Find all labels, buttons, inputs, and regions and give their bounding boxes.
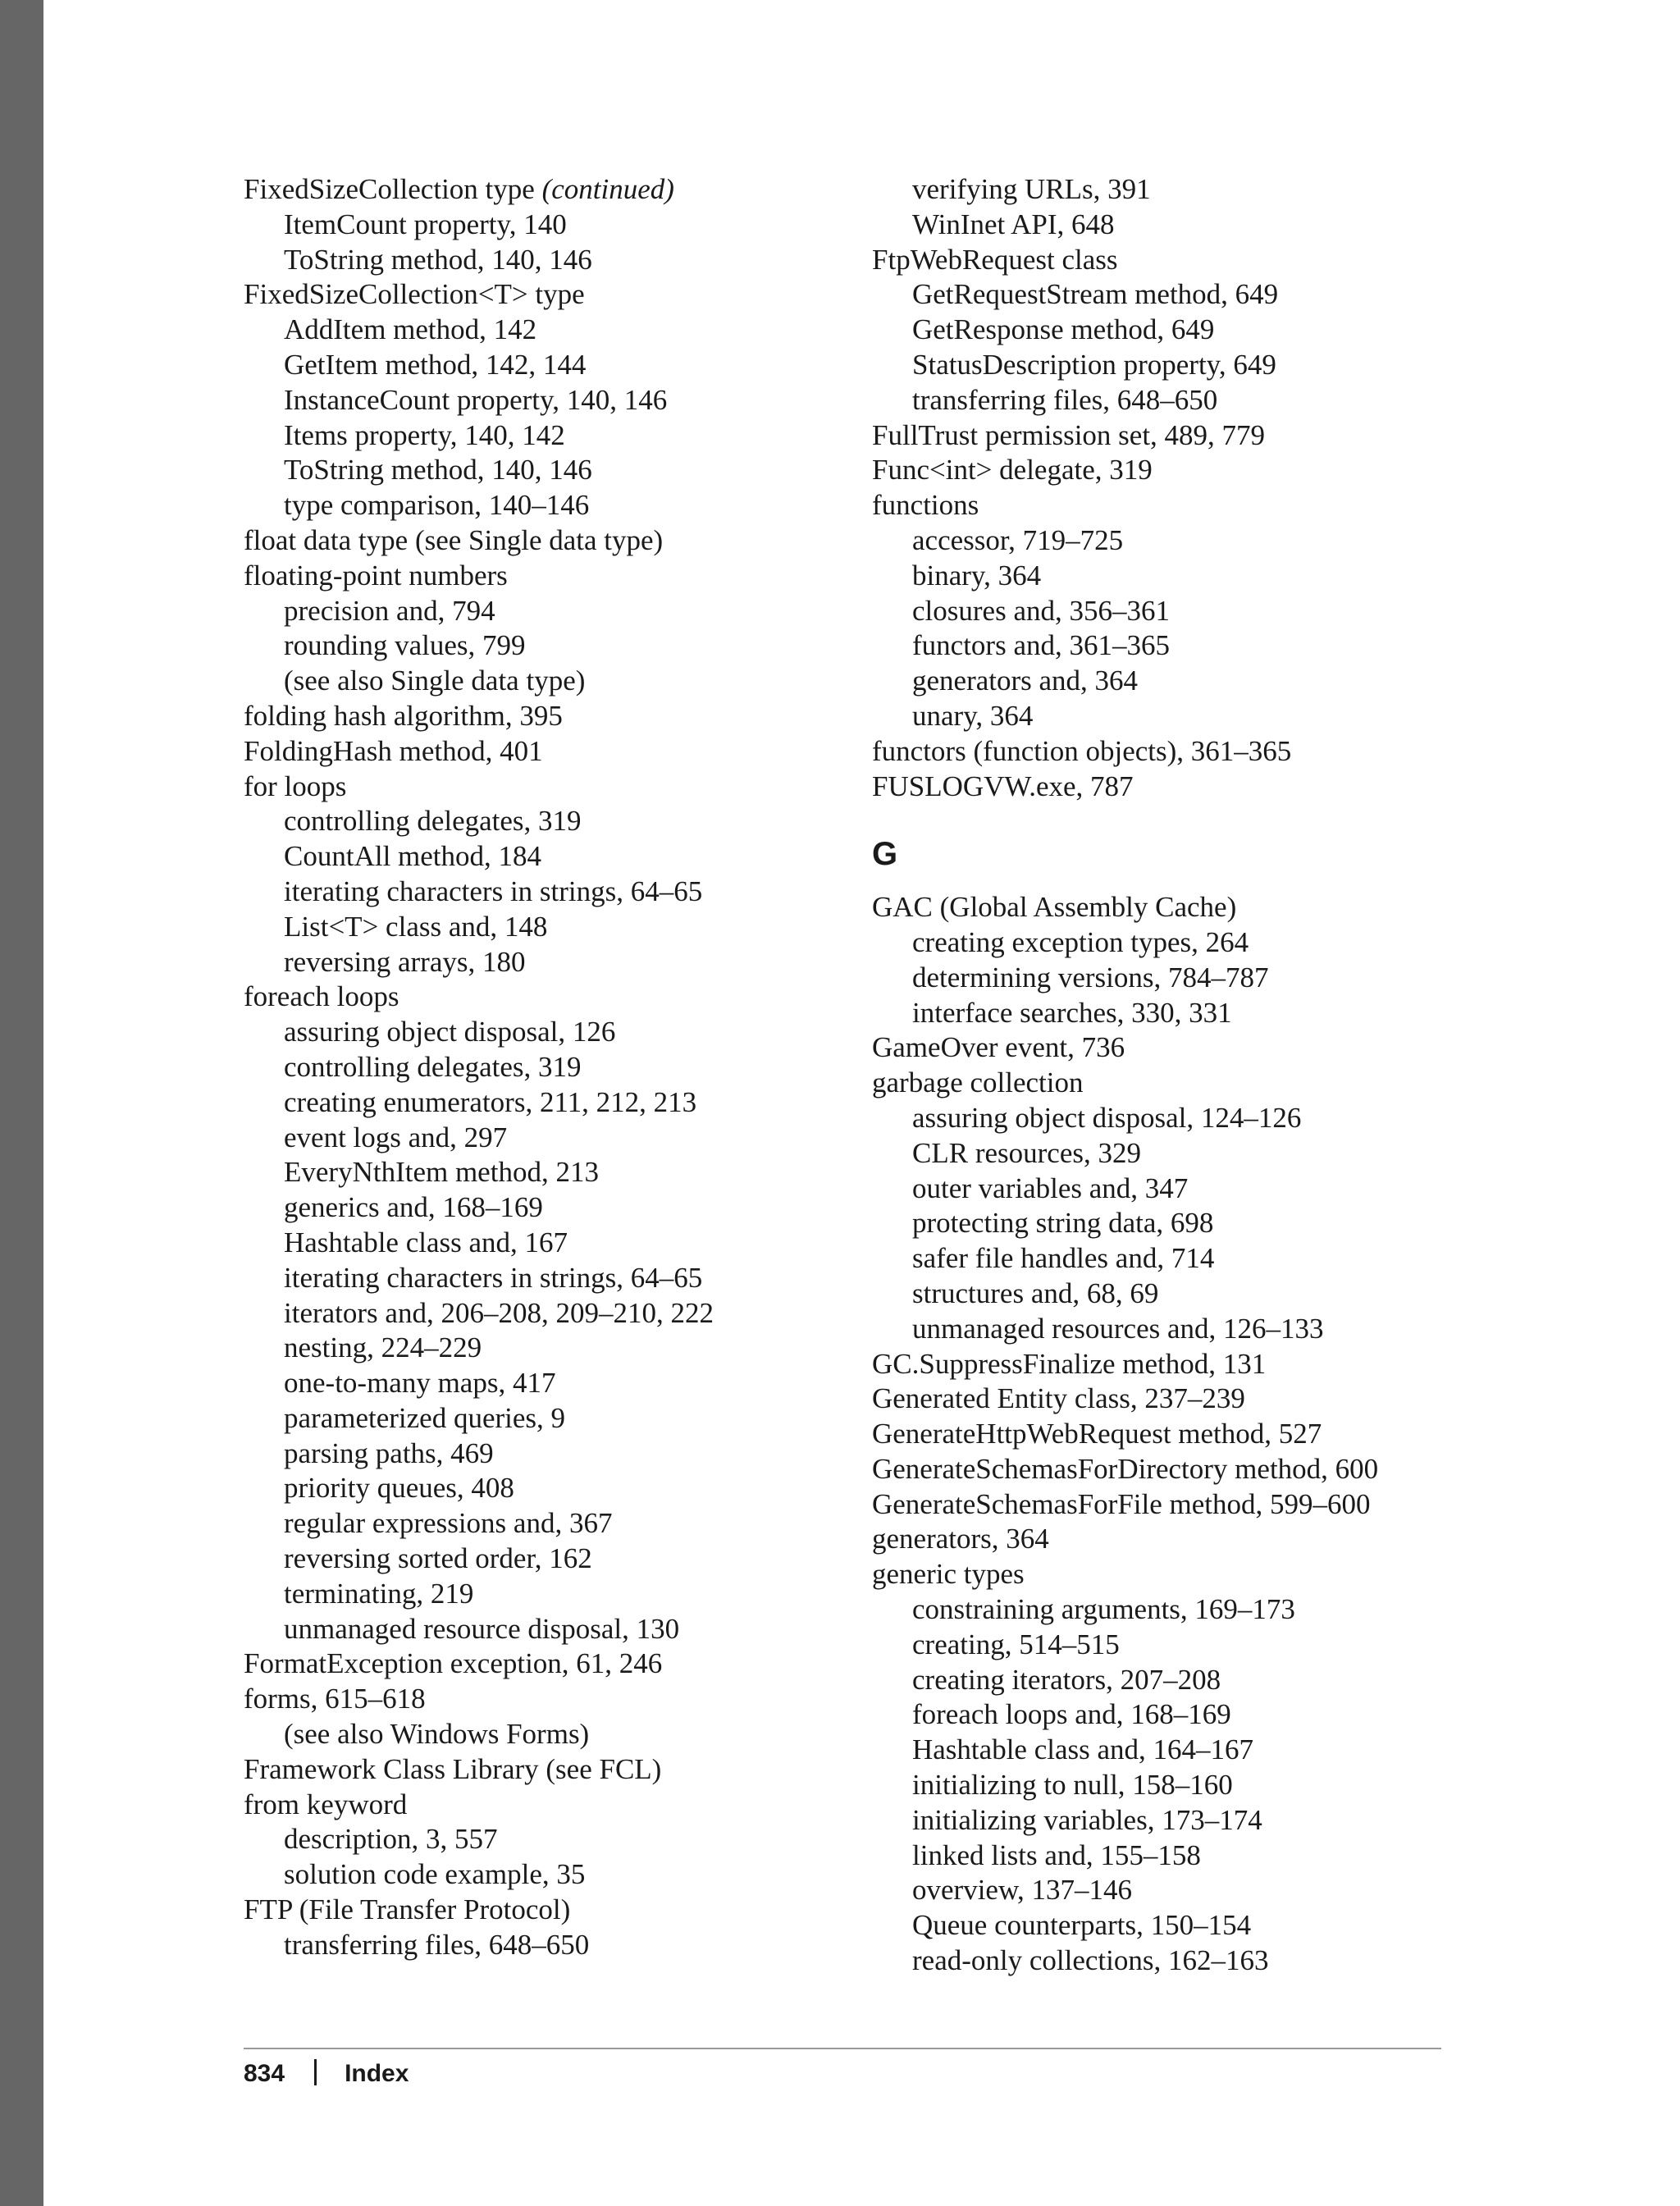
index-entry bbox=[872, 1030, 1512, 1066]
index-entry bbox=[244, 699, 883, 734]
index-entry-text: outer variables and, 347 bbox=[912, 1172, 1189, 1204]
index-entry-text: GenerateHttpWebRequest method, 527 bbox=[872, 1418, 1322, 1450]
index-subentry bbox=[872, 523, 1512, 559]
index-subentry bbox=[872, 383, 1512, 418]
index-subentry bbox=[244, 243, 883, 278]
index-subentry bbox=[244, 839, 883, 875]
index-entry-text: controlling delegates, 319 bbox=[284, 1050, 582, 1083]
index-entry-text: unary, 364 bbox=[912, 699, 1034, 732]
index-entry-text: unmanaged resources and, 126–133 bbox=[912, 1312, 1324, 1345]
index-entry-text: parsing paths, 469 bbox=[284, 1436, 494, 1469]
index-entry-text: initializing variables, 173–174 bbox=[912, 1803, 1262, 1836]
index-subentry bbox=[872, 1312, 1512, 1347]
index-subentry bbox=[872, 961, 1512, 996]
index-entry bbox=[244, 1647, 883, 1682]
index-entry-text: safer file handles and, 714 bbox=[912, 1242, 1215, 1275]
index-subentry bbox=[244, 1226, 883, 1261]
index-entry-text: structures and, 68, 69 bbox=[912, 1277, 1159, 1309]
index-subentry bbox=[872, 172, 1512, 208]
index-entry bbox=[872, 1487, 1512, 1523]
index-entry-text: FixedSizeCollection type bbox=[244, 173, 542, 205]
index-entry-text: transferring files, 648–650 bbox=[912, 383, 1218, 416]
index-subentry bbox=[872, 348, 1512, 383]
index-entry-text: FixedSizeCollection<T> type bbox=[244, 278, 585, 311]
index-entry-text: type comparison, 140–146 bbox=[284, 489, 590, 522]
index-entry bbox=[872, 1522, 1512, 1557]
index-subentry bbox=[244, 1577, 883, 1612]
index-subentry bbox=[244, 1471, 883, 1506]
index-entry-text: GC.SuppressFinalize method, 131 bbox=[872, 1347, 1267, 1380]
index-entry-text: parameterized queries, 9 bbox=[284, 1401, 566, 1434]
index-entry-text: ToString method, 140, 146 bbox=[284, 454, 592, 486]
index-entry bbox=[872, 1557, 1512, 1592]
index-entry-text: regular expressions and, 367 bbox=[284, 1507, 613, 1540]
index-entry-text: Func<int> delegate, 319 bbox=[872, 454, 1153, 486]
index-entry-text: generic types bbox=[872, 1558, 1025, 1591]
index-entry-text: overview, 137–146 bbox=[912, 1874, 1132, 1907]
index-entry-text: FoldingHash method, 401 bbox=[244, 734, 543, 767]
index-entry-text: Hashtable class and, 164–167 bbox=[912, 1733, 1254, 1766]
index-subentry bbox=[244, 1541, 883, 1577]
index-entry bbox=[872, 734, 1512, 770]
index-entry-text: GenerateSchemasForFile method, 599–600 bbox=[872, 1487, 1371, 1520]
index-subentry bbox=[244, 1050, 883, 1085]
index-entry-text: GenerateSchemasForDirectory method, 600 bbox=[872, 1452, 1379, 1485]
index-entry-text: precision and, 794 bbox=[284, 594, 495, 627]
index-entry-text: FormatException exception, 61, 246 bbox=[244, 1647, 663, 1680]
index-subentry bbox=[872, 1136, 1512, 1172]
index-entry-text: WinInet API, 648 bbox=[912, 208, 1115, 240]
index-subentry bbox=[244, 1436, 883, 1472]
index-entry-text: FtpWebRequest class bbox=[872, 243, 1118, 276]
index-subentry bbox=[244, 945, 883, 980]
index-entry-text: Items property, 140, 142 bbox=[284, 418, 565, 451]
index-subentry bbox=[244, 1612, 883, 1647]
footer-divider bbox=[244, 2048, 1441, 2049]
index-entry bbox=[872, 488, 1512, 523]
index-entry-text: event logs and, 297 bbox=[284, 1121, 508, 1153]
index-entry-text: unmanaged resource disposal, 130 bbox=[284, 1612, 680, 1645]
page-footer bbox=[244, 2058, 409, 2090]
index-entry-text: ToString method, 140, 146 bbox=[284, 243, 592, 276]
index-entry bbox=[872, 1347, 1512, 1382]
index-entry-text: closures and, 356–361 bbox=[912, 594, 1170, 627]
index-entry bbox=[872, 890, 1512, 925]
index-entry-text: Framework Class Library (see FCL) bbox=[244, 1752, 662, 1785]
index-entry bbox=[872, 418, 1512, 454]
index-entry-text: creating iterators, 207–208 bbox=[912, 1663, 1221, 1696]
index-entry-text: functors (function objects), 361–365 bbox=[872, 734, 1292, 767]
index-entry-text: creating enumerators, 211, 212, 213 bbox=[284, 1085, 697, 1118]
page-edge-gutter bbox=[0, 0, 43, 2206]
index-subentry bbox=[244, 1296, 883, 1331]
index-entry-text: one-to-many maps, 417 bbox=[284, 1367, 556, 1400]
index-entry bbox=[872, 453, 1512, 488]
index-entry-text: generics and, 168–169 bbox=[284, 1191, 543, 1224]
index-entry bbox=[872, 1066, 1512, 1101]
index-subentry bbox=[872, 1908, 1512, 1943]
index-subentry bbox=[244, 1506, 883, 1541]
index-subentry bbox=[244, 1717, 883, 1752]
index-entry-text: iterating characters in strings, 64–65 bbox=[284, 875, 703, 907]
index-entry-text: assuring object disposal, 124–126 bbox=[912, 1101, 1302, 1134]
index-subentry bbox=[872, 1943, 1512, 1979]
index-entry-text: protecting string data, 698 bbox=[912, 1207, 1214, 1240]
index-subentry bbox=[244, 1190, 883, 1226]
index-entry-text: GetItem method, 142, 144 bbox=[284, 348, 587, 381]
index-subentry bbox=[244, 1822, 883, 1857]
index-subentry bbox=[872, 925, 1512, 961]
index-entry-text: CountAll method, 184 bbox=[284, 840, 542, 873]
index-entry-text: InstanceCount property, 140, 146 bbox=[284, 383, 668, 416]
index-entry-text: accessor, 719–725 bbox=[912, 523, 1124, 556]
index-entry bbox=[244, 1752, 883, 1788]
index-entry-text: functions bbox=[872, 489, 979, 522]
index-subentry bbox=[244, 1928, 883, 1963]
index-entry-text: constraining arguments, 169–173 bbox=[912, 1593, 1295, 1626]
section-letter-heading: G bbox=[872, 836, 898, 873]
index-entry bbox=[244, 734, 883, 770]
index-subentry bbox=[244, 1121, 883, 1156]
index-subentry bbox=[244, 1085, 883, 1121]
index-entry-text: GetResponse method, 649 bbox=[912, 313, 1215, 346]
continued-label: (continued) bbox=[541, 173, 674, 205]
index-entry bbox=[872, 1452, 1512, 1487]
index-entry bbox=[244, 980, 883, 1015]
index-entry-text: generators and, 364 bbox=[912, 665, 1139, 697]
index-subentry bbox=[244, 594, 883, 629]
index-subentry bbox=[244, 1857, 883, 1893]
index-entry-text: creating, 514–515 bbox=[912, 1628, 1120, 1660]
index-entry-text: GameOver event, 736 bbox=[872, 1031, 1125, 1064]
index-entries-g bbox=[872, 890, 1512, 1979]
index-entry-text: functors and, 361–365 bbox=[912, 629, 1170, 662]
index-entry-text: (see also Windows Forms) bbox=[284, 1718, 590, 1751]
index-entry-text: AddItem method, 142 bbox=[284, 313, 537, 346]
index-subentry bbox=[872, 1206, 1512, 1241]
index-entry bbox=[872, 1417, 1512, 1452]
index-entry-text: ItemCount property, 140 bbox=[284, 208, 567, 240]
index-entry-text: determining versions, 784–787 bbox=[912, 961, 1269, 993]
index-entry-text: priority queues, 408 bbox=[284, 1472, 514, 1505]
index-entry-text: garbage collection bbox=[872, 1066, 1084, 1099]
index-entry-text: description, 3, 557 bbox=[284, 1823, 498, 1856]
index-entry-text: generators, 364 bbox=[872, 1523, 1049, 1555]
index-subentry bbox=[244, 313, 883, 348]
index-entry bbox=[244, 559, 883, 594]
index-entry-text: forms, 615–618 bbox=[244, 1683, 426, 1715]
index-entry-text: nesting, 224–229 bbox=[284, 1331, 482, 1364]
index-subentry bbox=[872, 1733, 1512, 1768]
index-entry-text: foreach loops and, 168–169 bbox=[912, 1698, 1231, 1731]
index-subentry bbox=[872, 1241, 1512, 1277]
index-entry-text: float data type (see Single data type) bbox=[244, 523, 664, 556]
index-subentry bbox=[872, 1277, 1512, 1312]
index-subentry bbox=[244, 383, 883, 418]
index-entry-text: rounding values, 799 bbox=[284, 629, 526, 662]
index-subentry bbox=[872, 1697, 1512, 1733]
index-column-left bbox=[244, 172, 883, 1963]
index-subentry bbox=[872, 1172, 1512, 1207]
index-subentry bbox=[244, 1015, 883, 1050]
index-entry-text: binary, 364 bbox=[912, 559, 1042, 591]
index-subentry bbox=[872, 313, 1512, 348]
index-subentry bbox=[872, 699, 1512, 734]
index-subentry bbox=[872, 559, 1512, 594]
index-entry-text: linked lists and, 155–158 bbox=[912, 1838, 1201, 1871]
index-entry bbox=[244, 1893, 883, 1928]
index-entry-text: controlling delegates, 319 bbox=[284, 805, 582, 838]
index-subentry bbox=[872, 664, 1512, 699]
index-subentry bbox=[244, 875, 883, 910]
index-entry-text: terminating, 219 bbox=[284, 1577, 474, 1610]
index-entry bbox=[244, 770, 883, 805]
footer-separator bbox=[314, 2059, 317, 2085]
index-entry bbox=[244, 523, 883, 559]
page-number: 834 bbox=[244, 2060, 285, 2087]
index-entry-text: iterating characters in strings, 64–65 bbox=[284, 1261, 703, 1294]
index-subentry bbox=[872, 1803, 1512, 1838]
index-entry-text: initializing to null, 158–160 bbox=[912, 1769, 1233, 1802]
index-subentry bbox=[244, 348, 883, 383]
index-subentry bbox=[872, 1628, 1512, 1663]
index-entry-text: iterators and, 206–208, 209–210, 222 bbox=[284, 1296, 714, 1329]
index-subentry bbox=[872, 594, 1512, 629]
index-entry-text: reversing arrays, 180 bbox=[284, 945, 526, 978]
index-subentry bbox=[872, 208, 1512, 243]
index-entry-text: Generated Entity class, 237–239 bbox=[872, 1382, 1245, 1415]
index-subentry bbox=[244, 1331, 883, 1366]
index-subentry bbox=[244, 804, 883, 839]
index-entry-text: read-only collections, 162–163 bbox=[912, 1944, 1269, 1977]
index-subentry bbox=[244, 1261, 883, 1296]
index-entry bbox=[244, 172, 883, 208]
index-entry-text: solution code example, 35 bbox=[284, 1858, 586, 1891]
index-entry-text: FUSLOGVW.exe, 787 bbox=[872, 770, 1134, 802]
index-subentry bbox=[872, 277, 1512, 313]
index-entry-text: StatusDescription property, 649 bbox=[912, 348, 1276, 381]
index-entry-text: FullTrust permission set, 489, 779 bbox=[872, 418, 1266, 451]
index-subentry bbox=[244, 453, 883, 488]
index-entry-text: GAC (Global Assembly Cache) bbox=[872, 891, 1237, 924]
index-subentry bbox=[872, 1838, 1512, 1874]
index-subentry bbox=[872, 1768, 1512, 1803]
index-entry-text: foreach loops bbox=[244, 980, 399, 1013]
index-entry-text: List<T> class and, 148 bbox=[284, 910, 548, 943]
index-entry-text: verifying URLs, 391 bbox=[912, 173, 1151, 205]
index-entry bbox=[872, 770, 1512, 805]
index-entry-text: Hashtable class and, 167 bbox=[284, 1226, 568, 1258]
index-entry-text: (see also Single data type) bbox=[284, 665, 586, 697]
index-entry bbox=[244, 1788, 883, 1823]
index-subentry bbox=[244, 1155, 883, 1190]
index-entry bbox=[244, 277, 883, 313]
index-entry-text: creating exception types, 264 bbox=[912, 925, 1249, 958]
index-subentry bbox=[244, 418, 883, 454]
index-subentry bbox=[244, 628, 883, 664]
footer-section-label: Index bbox=[345, 2060, 409, 2087]
index-entry-text: transferring files, 648–650 bbox=[284, 1928, 590, 1961]
index-entry-text: interface searches, 330, 331 bbox=[912, 996, 1232, 1029]
index-entry-text: GetRequestStream method, 649 bbox=[912, 278, 1279, 311]
index-subentry bbox=[872, 996, 1512, 1031]
index-entry bbox=[244, 1682, 883, 1717]
index-subentry bbox=[244, 664, 883, 699]
index-column-right bbox=[872, 172, 1512, 1979]
index-subentry bbox=[872, 628, 1512, 664]
index-entry-text: EveryNthItem method, 213 bbox=[284, 1156, 599, 1189]
index-entry-text: from keyword bbox=[244, 1788, 408, 1820]
index-subentry bbox=[244, 208, 883, 243]
index-entry-text: for loops bbox=[244, 770, 347, 802]
index-subentry bbox=[872, 1663, 1512, 1698]
index-subentry bbox=[872, 1101, 1512, 1136]
index-entry-text: FTP (File Transfer Protocol) bbox=[244, 1893, 571, 1926]
index-entry-text: floating-point numbers bbox=[244, 559, 508, 591]
index-entry-text: reversing sorted order, 162 bbox=[284, 1542, 592, 1575]
index-subentry bbox=[872, 1873, 1512, 1908]
index-entry bbox=[872, 1382, 1512, 1417]
index-subentry bbox=[244, 488, 883, 523]
index-subentry bbox=[872, 1592, 1512, 1628]
index-entry bbox=[872, 243, 1512, 278]
index-subentry bbox=[244, 910, 883, 945]
index-entry-text: assuring object disposal, 126 bbox=[284, 1016, 616, 1048]
index-entry-text: folding hash algorithm, 395 bbox=[244, 699, 563, 732]
index-subentry bbox=[244, 1401, 883, 1436]
index-entry-text: CLR resources, 329 bbox=[912, 1136, 1141, 1169]
index-entry-text: Queue counterparts, 150–154 bbox=[912, 1909, 1252, 1942]
index-entries-f-continued bbox=[872, 172, 1512, 804]
index-subentry bbox=[244, 1366, 883, 1401]
